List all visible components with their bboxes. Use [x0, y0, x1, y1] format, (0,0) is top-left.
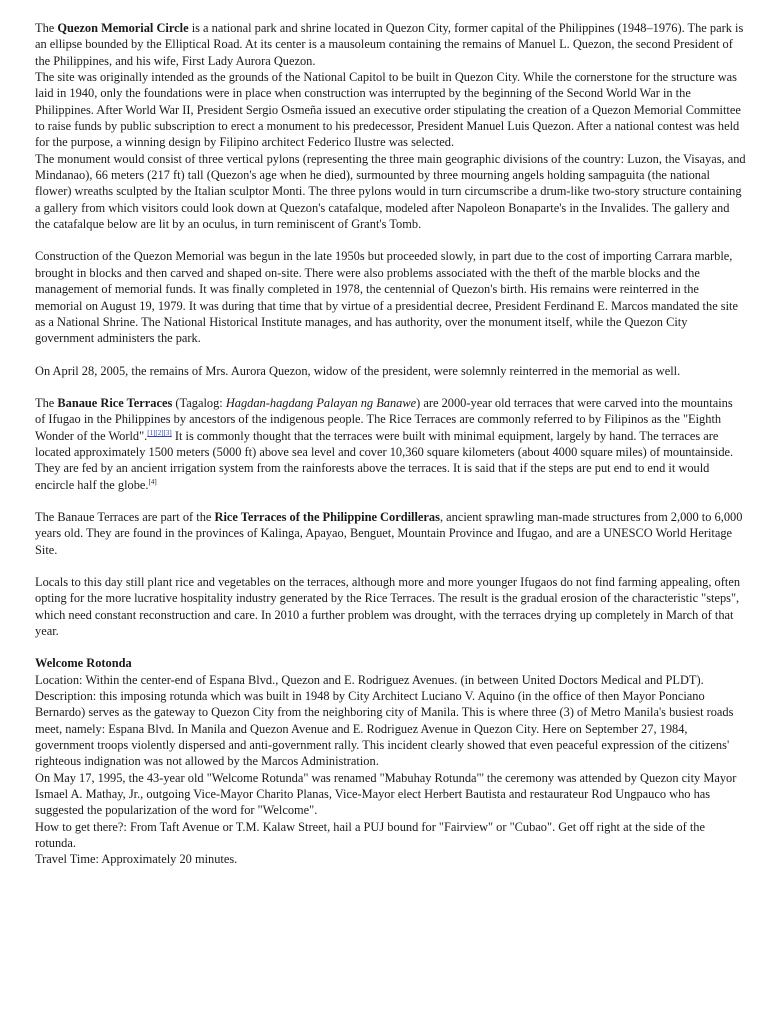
- banaue-paragraph-3: Locals to this day still plant rice and vegetables on the terraces, although more and more younger Ifugaos do not find farming appealing, often opting for the more lucrative hospitality industry generated by the Rice Terraces. The result is the gradual erosion of the characteristic "steps", which need constant reconstruction and care. In 2010 a further problem was drought, with the terraces drying up completely in March of that year.: [35, 574, 741, 638]
- paragraph-gap: [35, 639, 746, 655]
- paragraph-gap: [35, 232, 746, 248]
- banaue-paragraph-2: [35, 509, 746, 558]
- banaue-rice-terraces-term: Banaue Rice Terraces: [57, 395, 173, 410]
- paragraph-gap: [35, 379, 746, 395]
- rotonda-location: Location: Within the center-end of Espana Blvd., Quezon and E. Rodriguez Avenues. (in between United Doctors Medical and PLDT).: [35, 672, 704, 687]
- quezon-paragraph-4: Construction of the Quezon Memorial was begun in the late 1950s but proceeded slowly, in part due to the cost of importing Carrara marble, brought in blocks and then carved and shaped on-site. There were also problems associated with the theft of the marble blocks and the management of memorial funds. It was finally completed in 1978, the centennial of Quezon's birth. His remains were reinterred in the memorial on August 19, 1979. It was during that time that by virtue of a presidential decree, President Ferdinand E. Marcos mandated the site as a National Shrine. The National Historical Institute manages, and has authority, over the monument itself, while the Quezon City government administers the park.: [35, 249, 738, 346]
- rotonda-heading: Welcome Rotonda: [35, 656, 132, 671]
- rotonda-description: Description: this imposing rotunda which was built in 1948 by City Architect Luciano V. Aquino (in the office of then Mayor Ponciano Bernardo) serves as the gateway to Quezon City from the neighboring city of Manila. This is where three (3) of Metro Manila's busiest roads meet, namely: Espana Blvd. In Manila and Quezon Avenue and E. Rodriguez Avenue in Quezon City. Here on September 27, 1984, government troops violently dispersed and anti-government rally. This incident clearly showed that even peaceful expression of the citizens' righteous indignation was not allowed by the Marcos Administration.: [35, 689, 734, 769]
- rotonda-history: On May 17, 1995, the 43-year old "Welcome Rotunda" was renamed "Mabuhay Rotunda"' the ceremony was attended by Quezon city Mayor Ismael A. Mathay, Jr., outgoing Vice-Mayor Charito Planas, Vice-Mayor elect Herbert Bautista and restaurateur Rod Ungpauco who has suggested the popularization of the word for "Welcome".: [35, 770, 737, 818]
- text-run: ) are 2000-year old terraces that were carved into the mountains of Ifugao in the Philippines by ancestors of the indigenous people. The Rice Terraces are commonly referred to by Filipinos as the "Eighth Wonder of the World".: [35, 395, 733, 443]
- quezon-paragraph-2: The site was originally intended as the grounds of the National Capitol to be built in Quezon City. While the cornerstone for the structure was laid in 1940, only the foundations were in place when construction was interrupted by the beginning of the Second World War in the Philippines. After World War II, President Sergio Osmeña issued an executive order stipulating the creation of a Quezon Memorial Committee to raise funds by public subscription to erect a monument to his predecessor, President Manuel Luis Quezon. After a national contest was held for the purpose, a winning design by Filipino architect Federico Ilustre was selected.: [35, 70, 741, 150]
- rotonda-directions: How to get there?: From Taft Avenue or T.M. Kalaw Street, hail a PUJ bound for "Fairview" or "Cubao". Get off right at the side of the rotunda.: [35, 819, 705, 851]
- citation-link[interactable]: [1][2][3]: [147, 428, 172, 437]
- text-run: The Banaue Terraces are part of the: [35, 509, 215, 524]
- quezon-paragraph-1: [35, 20, 746, 69]
- paragraph-gap: [35, 558, 746, 574]
- quezon-paragraph-5: On April 28, 2005, the remains of Mrs. Aurora Quezon, widow of the president, were solemnly reinterred in the memorial as well.: [35, 363, 681, 378]
- text-run: is a national park and shrine located in Quezon City, former capital of the Philippines (1948–1976). The park is an ellipse bounded by the Elliptical Road. At its center is a mausoleum containing the remains of Manuel L. Quezon, the second President of the Philippines, and his wife, First Lady Aurora Quezon.: [35, 21, 744, 68]
- rotonda-travel-time: Travel Time: Approximately 20 minutes.: [35, 852, 238, 867]
- paragraph-gap: [35, 347, 746, 363]
- text-run: , ancient sprawling man-made structures from 2,000 to 6,000 years old. They are found in the provinces of Kalinga, Apayao, Benguet, Mountain Province and Ifugao, and are a UNESCO World Heritage Site.: [35, 509, 743, 557]
- text-run: It is commonly thought that the terraces were built with minimal equipment, largely by hand. The terraces are located approximately 1500 meters (5000 ft) above sea level and cover 10,360 square kilometers (about 4000 square miles) of mountainside. They are fed by an ancient irrigation system from the rainforests above the terraces. It is said that if the steps are put end to end it would encircle half the globe.: [35, 428, 734, 492]
- citation-marker: [4]: [148, 477, 157, 486]
- paragraph-gap: [35, 493, 746, 509]
- quezon-memorial-circle-term: Quezon Memorial Circle: [57, 21, 189, 35]
- text-run: The: [35, 21, 58, 35]
- cordilleras-term: Rice Terraces of the Philippine Cordilleras: [214, 509, 440, 524]
- tagalog-name: Hagdan-hagdang Palayan ng Banawe: [225, 395, 417, 410]
- text-run: (Tagalog:: [172, 395, 226, 410]
- banaue-paragraph-1: [35, 395, 746, 493]
- text-run: The: [35, 395, 58, 410]
- quezon-paragraph-3: The monument would consist of three vertical pylons (representing the three main geographic divisions of the country: Luzon, the Visayas, and Mindanao), 66 meters (217 ft) tall (Quezon's age when he died), surmounted by three mourning angels holding sampaguita (the national flower) wreaths sculpted by the Italian sculptor Monti. The three pylons would in turn circumscribe a drum-like two-story structure containing a gallery from which visitors could look down at Quezon's catafalque, modeled after Napoleon Bonaparte's in the Invalides. The gallery and the catafalque below are lit by an oculus, in turn reminiscent of Grant's Tomb.: [35, 151, 746, 232]
